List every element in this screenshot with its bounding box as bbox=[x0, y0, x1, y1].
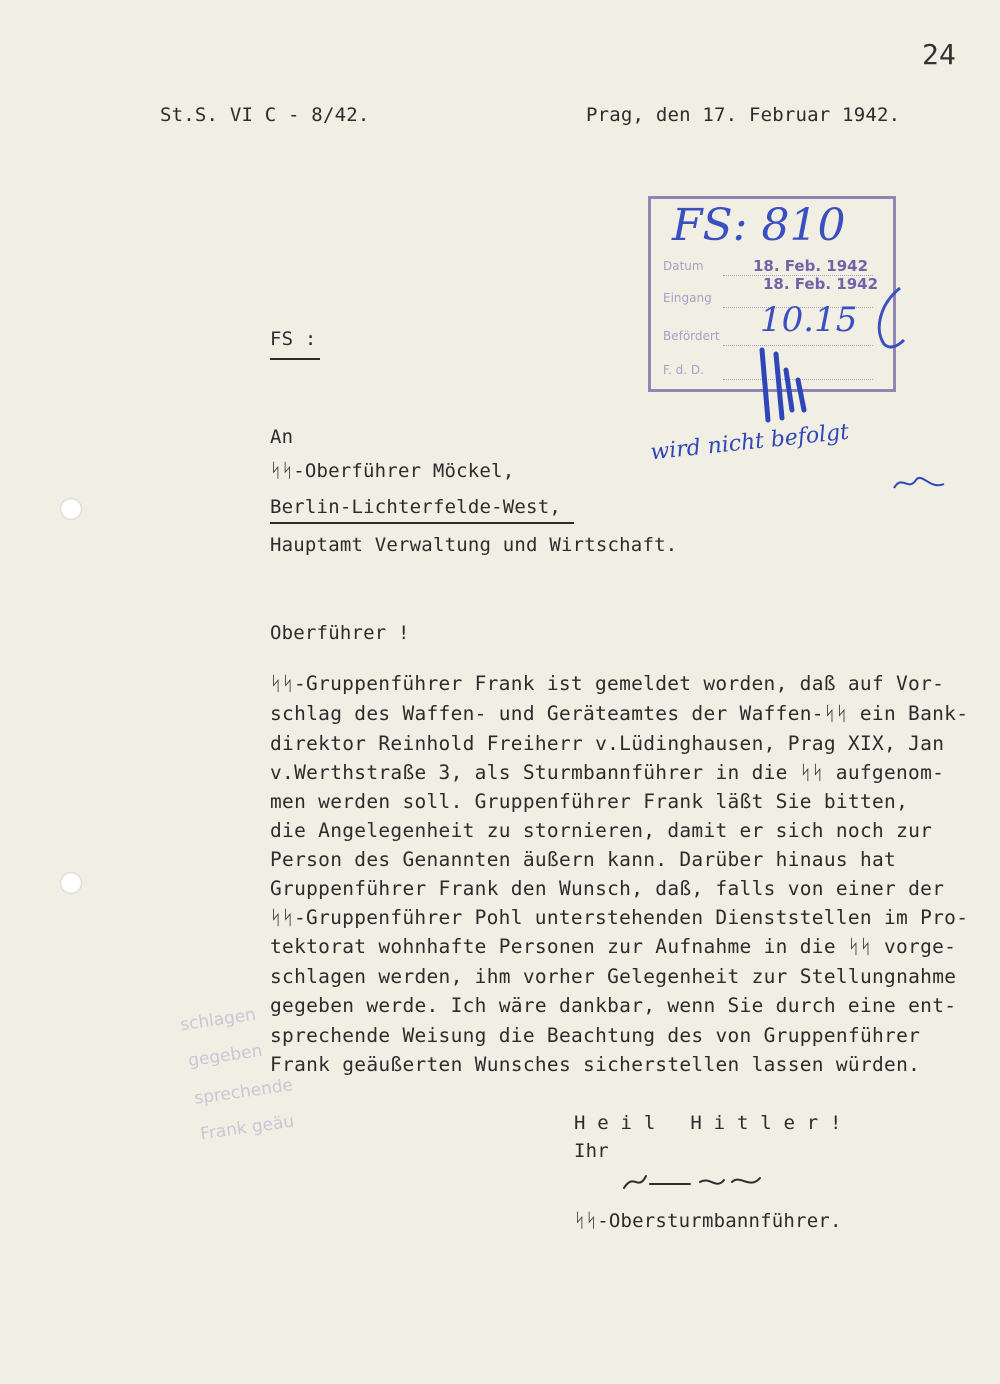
stamp-date-1: 18. Feb. 1942 bbox=[753, 257, 869, 275]
fs-underline bbox=[270, 358, 320, 360]
punch-hole-bottom bbox=[60, 872, 82, 894]
salutation: Oberführer ! bbox=[270, 622, 410, 644]
place-date: Prag, den 17. Februar 1942. bbox=[586, 104, 901, 126]
punch-hole-top bbox=[60, 498, 82, 520]
fs-label: FS : bbox=[270, 328, 317, 350]
show-through-mark: Frank geäu bbox=[199, 1111, 296, 1145]
body-line: die Angelegenheit zu stornieren, damit er sich noch zur bbox=[270, 819, 933, 842]
show-through-mark: gegeben bbox=[186, 1040, 264, 1072]
page-number: 24 bbox=[922, 38, 957, 71]
signature-mark bbox=[620, 1162, 780, 1202]
address-an: An bbox=[270, 426, 294, 448]
body-line: men werden soll. Gruppenführer Frank läßt Sie bitten, bbox=[270, 790, 909, 813]
body-line: tektorat wohnhafte Personen zur Aufnahme in die ᛋᛋ vorge- bbox=[270, 935, 957, 958]
address-city: Berlin-Lichterfelde-West, bbox=[270, 496, 561, 518]
stamp-label-befoerdert: Befördert bbox=[663, 329, 720, 343]
address-city-underline bbox=[270, 522, 574, 524]
address-office: Hauptamt Verwaltung und Wirtschaft. bbox=[270, 534, 678, 556]
stamp-label-datum: Datum bbox=[663, 259, 704, 273]
body-line: ᛋᛋ-Gruppenführer Pohl unterstehenden Dienststellen im Pro- bbox=[270, 906, 969, 929]
address-recipient: ᛋᛋ-Oberführer Möckel, bbox=[270, 460, 515, 482]
handwritten-initials bbox=[890, 468, 950, 498]
stamp-date-2: 18. Feb. 1942 bbox=[763, 275, 879, 293]
reference-number: St.S. VI C - 8/42. bbox=[160, 104, 370, 126]
closing-rank: ᛋᛋ-Obersturmbannführer. bbox=[574, 1210, 842, 1232]
stamp-number: FS: 810 bbox=[672, 200, 846, 251]
stamp-label-fd: F. d. D. bbox=[663, 363, 704, 377]
body-line: direktor Reinhold Freiherr v.Lüdinghausen, Prag XIX, Jan bbox=[270, 732, 945, 755]
stamp-label-eingang: Eingang bbox=[663, 291, 712, 305]
show-through-mark: sprechende bbox=[193, 1075, 295, 1109]
body-line: v.Werthstraße 3, als Sturmbannführer in die ᛋᛋ aufgenom- bbox=[270, 761, 945, 784]
handwritten-mark-e bbox=[870, 284, 910, 354]
body-line: sprechende Weisung die Beachtung des von Gruppenführer bbox=[270, 1024, 921, 1047]
show-through-mark: schlagen bbox=[178, 1004, 258, 1036]
body-line: schlagen werden, ihm vorher Gelegenheit zur Stellungnahme bbox=[270, 965, 957, 988]
body-line: Person des Genannten äußern kann. Darüber hinaus hat bbox=[270, 848, 897, 871]
body-line: schlag des Waffen- und Geräteamtes der Waffen-ᛋᛋ ein Bank- bbox=[270, 702, 969, 725]
stamp-time: 10.15 bbox=[760, 300, 858, 340]
handwritten-initial-mark bbox=[752, 340, 822, 430]
body-line: Gruppenführer Frank den Wunsch, daß, falls von einer der bbox=[270, 877, 945, 900]
body-line: Frank geäußerten Wunsches sicherstellen lassen würden. bbox=[270, 1053, 921, 1076]
closing-heil: H e i l H i t l e r ! bbox=[574, 1112, 842, 1134]
body-line: gegeben werde. Ich wäre dankbar, wenn Sie durch eine ent- bbox=[270, 994, 957, 1017]
body-line: ᛋᛋ-Gruppenführer Frank ist gemeldet worden, daß auf Vor- bbox=[270, 672, 945, 695]
handwritten-note: wird nicht befolgt bbox=[649, 419, 851, 466]
closing-ihr: Ihr bbox=[574, 1140, 609, 1162]
